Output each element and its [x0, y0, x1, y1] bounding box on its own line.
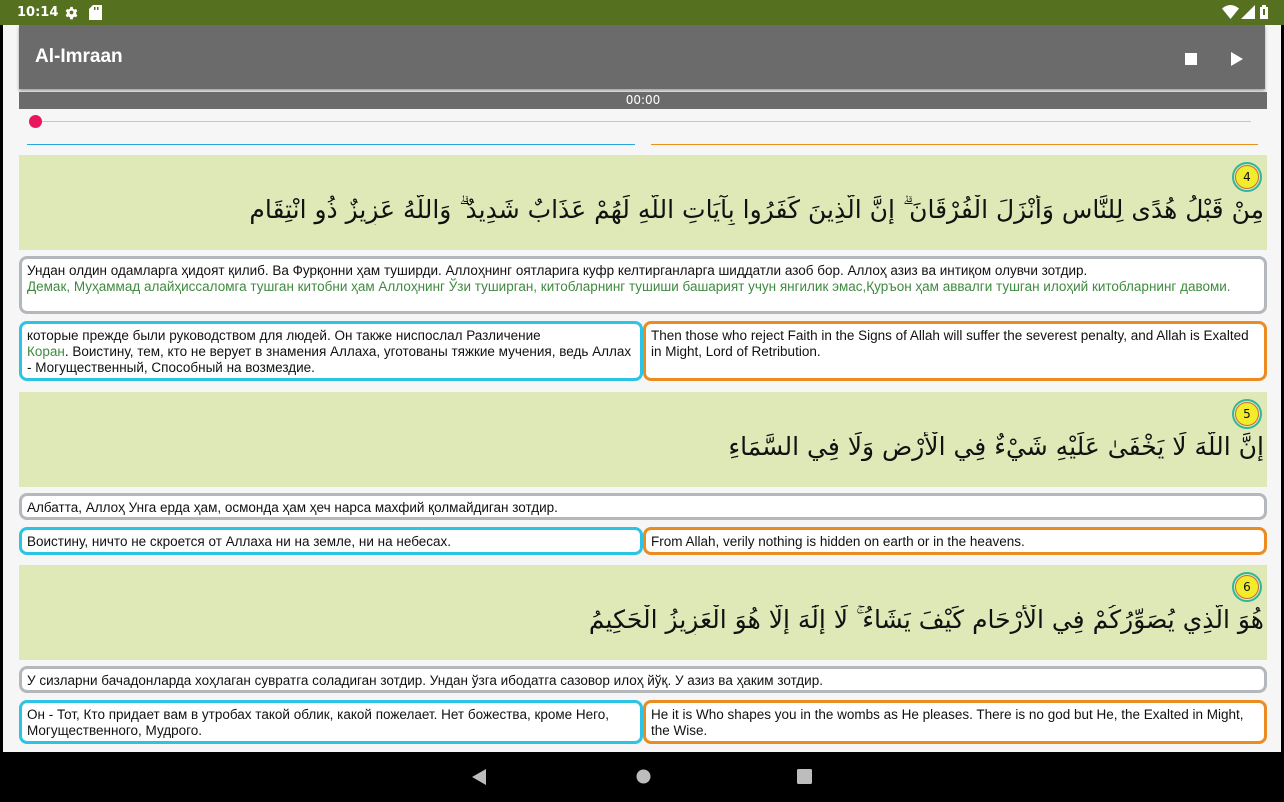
ayah-block [19, 392, 1267, 487]
ayah-number: 6 [1235, 575, 1259, 599]
navigation-bar [0, 752, 1284, 802]
back-icon[interactable] [472, 769, 488, 789]
battery-icon [1260, 5, 1268, 23]
english-tab-indicator [651, 144, 1258, 145]
home-icon[interactable] [636, 769, 651, 788]
surah-title: Al-Imraan [35, 46, 123, 67]
play-button[interactable] [1224, 47, 1248, 71]
settings-icon [64, 5, 79, 24]
english-text: From Allah, verily nothing is hidden on earth or in the heavens. [651, 534, 1025, 549]
ayah-number-badge [1232, 162, 1262, 192]
english-translation [643, 700, 1267, 744]
signal-icon [1241, 5, 1255, 23]
uzbek-text: У сизларни бачадонларда хоҳлаган сувратга соладиган зотдир. Ундан ўзга ибодатга сазовор илоҳ йўқ. У азиз ва ҳаким зотдир. [27, 673, 823, 688]
uzbek-translation [19, 666, 1267, 693]
english-text: Then those who reject Faith in the Signs of Allah will suffer the severest penalty, and Allah is Exalted in Might, Lord of Retribution. [651, 328, 1249, 359]
uzbek-text: Албатта, Аллоҳ Унга ерда ҳам, осмонда ҳам ҳеч нарса махфий қолмайдиган зотдир. [27, 500, 558, 515]
uzbek-translation [19, 256, 1267, 314]
wifi-icon [1222, 5, 1239, 23]
ayah-number: 5 [1235, 402, 1259, 426]
status-bar [0, 0, 1284, 25]
arabic-text: هُوَ الَّذِي يُصَوِّرُكُمْ فِي الْأَرْحَامِ كَيْفَ يَشَاءُ ۚ لَا إِلَٰهَ إِلَّا هُوَ الْعَزِيزُ الْحَكِيمُ [588, 605, 1264, 634]
ayah-number-badge [1232, 399, 1262, 429]
russian-translation [19, 700, 643, 744]
ayah-number-badge [1232, 572, 1262, 602]
ayah-block [19, 155, 1267, 250]
app-screen [3, 25, 1281, 752]
play-icon [1224, 47, 1248, 71]
english-text: He it is Who shapes you in the wombs as He pleases. There is no god but He, the Exalted in Might, the Wise. [651, 707, 1244, 738]
english-translation [643, 527, 1267, 555]
seek-thumb[interactable] [29, 115, 42, 128]
russian-translation [19, 321, 643, 381]
arabic-text: إِنَّ اللَّهَ لَا يَخْفَىٰ عَلَيْهِ شَيْءٌ فِي الْأَرْضِ وَلَا فِي السَّمَاءِ [728, 432, 1264, 461]
russian-text: которые прежде были руководством для людей. Он также ниспослал Различение [27, 328, 541, 343]
playback-time: 00:00 [19, 92, 1267, 109]
stop-icon [1185, 53, 1197, 65]
arabic-text: مِنْ قَبْلُ هُدًى لِلنَّاسِ وَأَنْزَلَ الْفُرْقَانَ ۗ إِنَّ الَّذِينَ كَفَرُوا بِآيَاتِ اللَّهِ لَهُمْ عَذَابٌ شَدِيدٌ ۗ وَاللَّهُ عَزِيزٌ ذُو انْتِقَامٍ [249, 195, 1264, 224]
russian-text: Он - Тот, Кто придает вам в утробах такой облик, какой пожелает. Нет божества, кроме Него, Могущественного, Мудрого. [27, 707, 610, 738]
uzbek-text: Ундан олдин одамларга ҳидоят қилиб. Ва Фурқонни ҳам туширди. Аллоҳнинг оятларига куфр келтирганларга шиддатли азоб бор. Аллоҳ азиз ва интиқом олувчи зотдир. [27, 263, 1088, 278]
ayah-block [19, 565, 1267, 660]
seek-track [29, 121, 1251, 122]
russian-commentary: Коран [27, 344, 65, 359]
russian-tab-indicator [27, 144, 635, 145]
app-bar [19, 25, 1265, 89]
uzbek-translation [19, 493, 1267, 520]
russian-text: Воистину, ничто не скроется от Аллаха ни на земле, ни на небесах. [27, 534, 452, 549]
russian-translation [19, 527, 643, 555]
stop-button[interactable] [1179, 47, 1203, 71]
uzbek-commentary: Демак, Муҳаммад алайҳиссаломга тушган китобни ҳам Аллоҳнинг Ўзи туширган, китобларнинг тушиши башарият учун янгилик эмас,Қуръон ҳам аввалги тушган илоҳий китобларнинг давоми. [27, 279, 1231, 294]
english-translation [643, 321, 1267, 381]
recents-icon[interactable] [797, 769, 812, 788]
ayah-number: 4 [1235, 165, 1259, 189]
russian-text-continued: . Воистину, тем, кто не верует в знамения Аллаха, уготованы тяжкие мучения, ведь Аллах - Могущественный, Способный на возмездие. [27, 344, 632, 375]
seek-slider[interactable] [29, 115, 1251, 129]
status-time: 10:14 [17, 5, 59, 20]
sd-card-icon [89, 5, 102, 24]
